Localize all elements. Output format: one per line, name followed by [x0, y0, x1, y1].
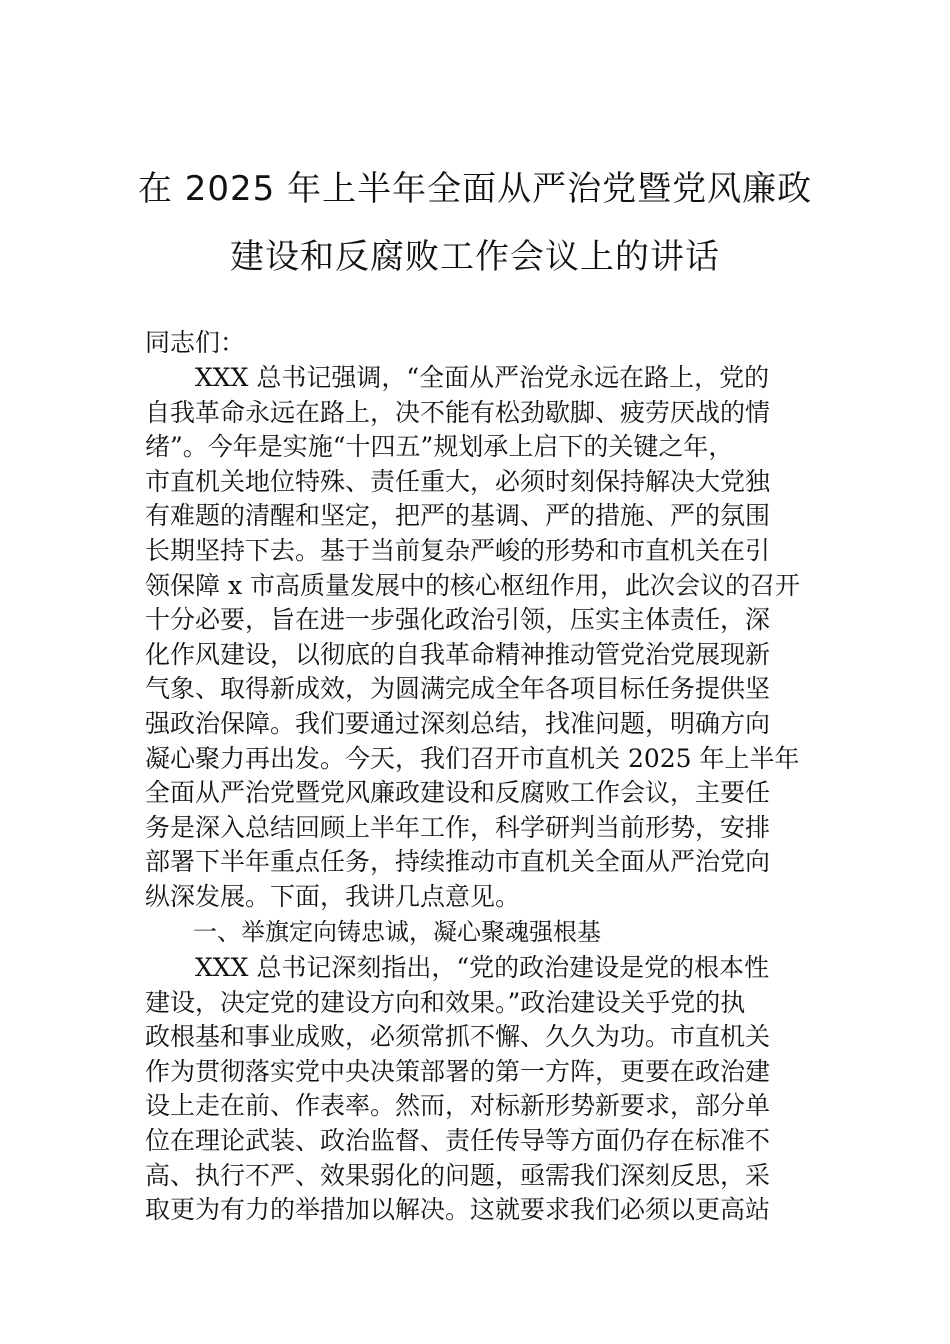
paragraph-line: 位在理论武装、政治监督、责任传导等方面仍存在标准不	[145, 1125, 771, 1155]
paragraph-line: 强政治保障。我们要通过深刻总结，找准问题，明确方向	[145, 708, 771, 738]
salutation	[145, 326, 810, 361]
paragraph-line: 作为贯彻落实党中央决策部署的第一方阵，更要在政治建	[145, 1056, 771, 1086]
paragraph-line: XXX 总书记强调，“全面从严治党永远在路上，党的	[195, 363, 770, 392]
paragraph-line: 十分必要，旨在进一步强化政治引领，压实主体责任，深	[145, 605, 771, 635]
paragraph-line: 全面从严治党暨党风廉政建设和反腐败工作会议，主要任	[145, 778, 771, 808]
paragraph-line: 凝心聚力再出发。今天，我们召开市直机关 2025 年上半年	[145, 743, 800, 773]
paragraph-line: 设上走在前、作表率。然而，对标新形势新要求，部分单	[145, 1091, 771, 1121]
salutation-text: 同志们：	[145, 328, 246, 357]
paragraph-line: 绪”。今年是实施“十四五”规划承上启下的关键之年，	[145, 432, 734, 462]
document-title-line-2: 建设和反腐败工作会议上的讲话	[230, 237, 720, 277]
paragraph-line: 建设，决定党的建设方向和效果。”政治建设关乎党的执	[145, 987, 746, 1017]
paragraph-line: 化作风建设，以彻底的自我革命精神推动管党治党展现新	[145, 639, 771, 669]
paragraph-line: 取更为有力的举措加以解决。这就要求我们必须以更高站	[145, 1195, 771, 1225]
paragraph-line: 市直机关地位特殊、责任重大，必须时刻保持解决大党独	[145, 466, 771, 496]
paragraph-line: XXX 总书记深刻指出，“党的政治建设是党的根本性	[195, 953, 770, 982]
paragraph-line: 自我革命永远在路上，决不能有松劲歇脚、疲劳厌战的情	[145, 397, 771, 427]
paragraph-line: 政根基和事业成败，必须常抓不懈、久久为功。市直机关	[145, 1022, 771, 1052]
paragraph-1	[145, 361, 810, 915]
paragraph-line: 长期坚持下去。基于当前复杂严峻的形势和市直机关在引	[145, 535, 771, 565]
paragraph-2	[145, 951, 810, 1228]
section-heading-1	[145, 915, 810, 950]
paragraph-line: 务是深入总结回顾上半年工作，科学研判当前形势，安排	[145, 812, 771, 842]
paragraph-line: 有难题的清醒和坚定，把严的基调、严的措施、严的氛围	[145, 501, 771, 531]
document-title-line-1: 在 2025 年上半年全面从严治党暨党风廉政	[137, 169, 813, 209]
paragraph-line: 气象、取得新成效，为圆满完成全年各项目标任务提供坚	[145, 674, 771, 704]
paragraph-line: 纵深发展。下面，我讲几点意见。	[145, 881, 521, 911]
paragraph-line: 部署下半年重点任务，持续推动市直机关全面从严治党向	[145, 847, 771, 877]
section-heading-text: 一、举旗定向铸忠诚，凝心聚魂强根基	[193, 918, 601, 946]
paragraph-line: 高、执行不严、效果弱化的问题，亟需我们深刻反思，采	[145, 1160, 771, 1190]
paragraph-line: 领保障 x 市高质量发展中的核心枢纽作用，此次会议的召开	[145, 570, 800, 600]
